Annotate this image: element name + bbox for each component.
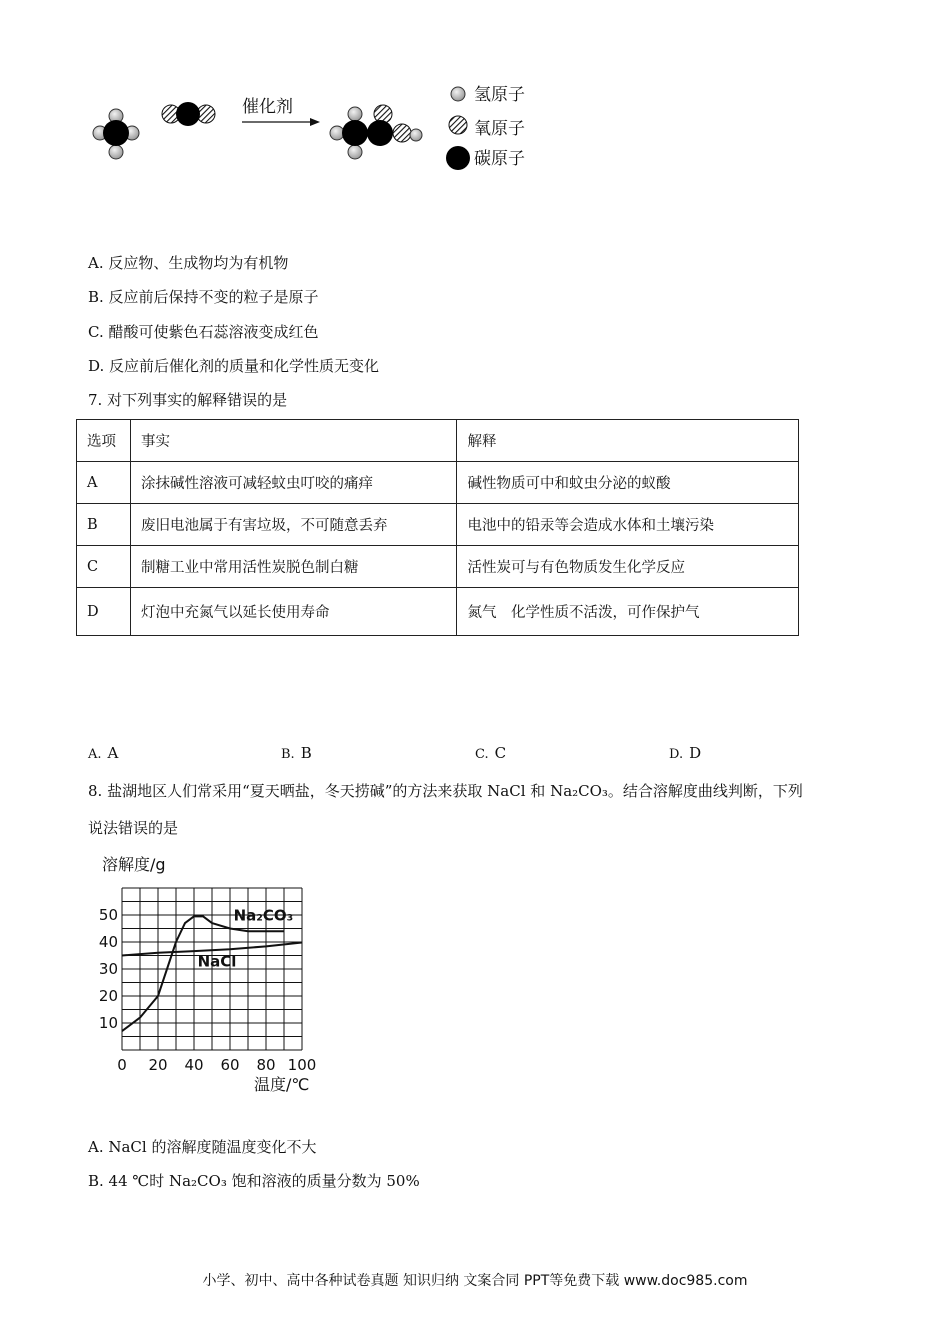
table-cell: D [77,588,131,636]
q7-choice-a [88,744,118,762]
choice-letter: A. [88,747,102,762]
table-cell: 电池中的铅汞等会造成水体和土壤污染 [457,504,799,546]
hydrogen-atom-icon [451,87,465,101]
q7-choice-d [669,744,701,762]
carbon-atom-icon [446,146,470,170]
chart-xlabel: 温度/℃ [254,1075,310,1094]
atom-legend [446,85,525,170]
choice-letter: B. [281,747,295,762]
q8-option-a: A. NaCl 的溶解度随温度变化不大 [88,1138,317,1156]
table-cell: 活性炭可与有色物质发生化学反应 [457,546,799,588]
table-header-row [77,420,799,462]
q6-option-b: B. 反应前后保持不变的粒子是原子 [88,288,319,306]
acetic-acid-molecule [330,105,422,159]
choice-letter: C. [475,747,489,762]
y-tick-label: 30 [98,960,118,978]
q6-option-c: C. 醋酸可使紫色石蕊溶液变成红色 [88,323,319,341]
x-tick-label: 80 [256,1056,276,1074]
y-tick-label: 10 [98,1014,118,1032]
table-cell: 灯泡中充氮气以延长使用寿命 [130,588,457,636]
table-row [77,462,799,504]
x-tick-label: 40 [184,1056,204,1074]
x-tick-label: 100 [287,1056,317,1074]
q8-stem-line2: 说法错误的是 [88,819,179,837]
methane-molecule [93,109,139,159]
q7-choice-b [281,744,312,762]
q7-table [76,419,799,636]
q7-choice-c [475,744,506,762]
series-line-na2co3 [122,916,284,1031]
table-cell: B [77,504,131,546]
x-tick-label: 0 [117,1056,127,1074]
series-label-na2co3: Na₂CO₃ [233,906,294,925]
q8-stem-line1: 8. 盐湖地区人们常采用“夏天晒盐，冬天捞碱”的方法来获取 NaCl 和 Na₂CO₃。结合溶解度曲线判断，下列 [88,782,803,800]
oxygen-atom-icon [449,116,467,134]
chart-ylabel: 溶解度/g [102,855,166,874]
table-header-cell: 解释 [457,420,799,462]
reaction-diagram [80,72,550,192]
y-tick-label: 50 [98,906,118,924]
table-cell: 废旧电池属于有害垃圾，不可随意丢弃 [130,504,457,546]
x-tick-label: 60 [220,1056,240,1074]
solubility-chart [88,850,328,1100]
q6-option-a: A. 反应物、生成物均为有机物 [88,254,289,272]
table-row [77,546,799,588]
q6-option-d: D. 反应前后催化剂的质量和化学性质无变化 [88,357,380,375]
choice-text: B [300,744,312,762]
legend-oxygen-label: 氧原子 [474,119,525,139]
table-cell: C [77,546,131,588]
choice-text: C [494,744,507,762]
table-cell: 制糖工业中常用活性炭脱色制白糖 [130,546,457,588]
q8-option-b: B. 44 ℃时 Na₂CO₃ 饱和溶液的质量分数为 50% [88,1172,420,1190]
x-tick-label: 20 [148,1056,168,1074]
table-cell: 涂抹碱性溶液可减轻蚊虫叮咬的痛痒 [130,462,457,504]
table-header-cell: 事实 [130,420,457,462]
table-cell: 氮气 化学性质不活泼，可作保护气 [457,588,799,636]
legend-carbon-label: 碳原子 [474,149,525,169]
catalyst-label: 催化剂 [242,97,293,117]
table-cell: 碱性物质可中和蚊虫分泌的蚁酸 [457,462,799,504]
table-header-cell: 选项 [77,420,131,462]
choice-letter: D. [669,747,684,762]
q7-stem: 7. 对下列事实的解释错误的是 [88,391,288,409]
choice-text: D [689,744,702,762]
choice-text: A [107,744,119,762]
y-tick-label: 40 [98,933,118,951]
y-tick-label: 20 [98,987,118,1005]
carbon-dioxide-molecule [162,102,215,126]
series-label-nacl: NaCl [197,952,237,971]
table-row [77,588,799,636]
table-row [77,504,799,546]
table-cell: A [77,462,131,504]
legend-hydrogen-label: 氢原子 [474,85,525,105]
page-footer: 小学、初中、高中各种试卷真题 知识归纳 文案合同 PPT等免费下载 www.doc985.com [202,1273,748,1289]
reaction-arrow-head [310,118,320,126]
